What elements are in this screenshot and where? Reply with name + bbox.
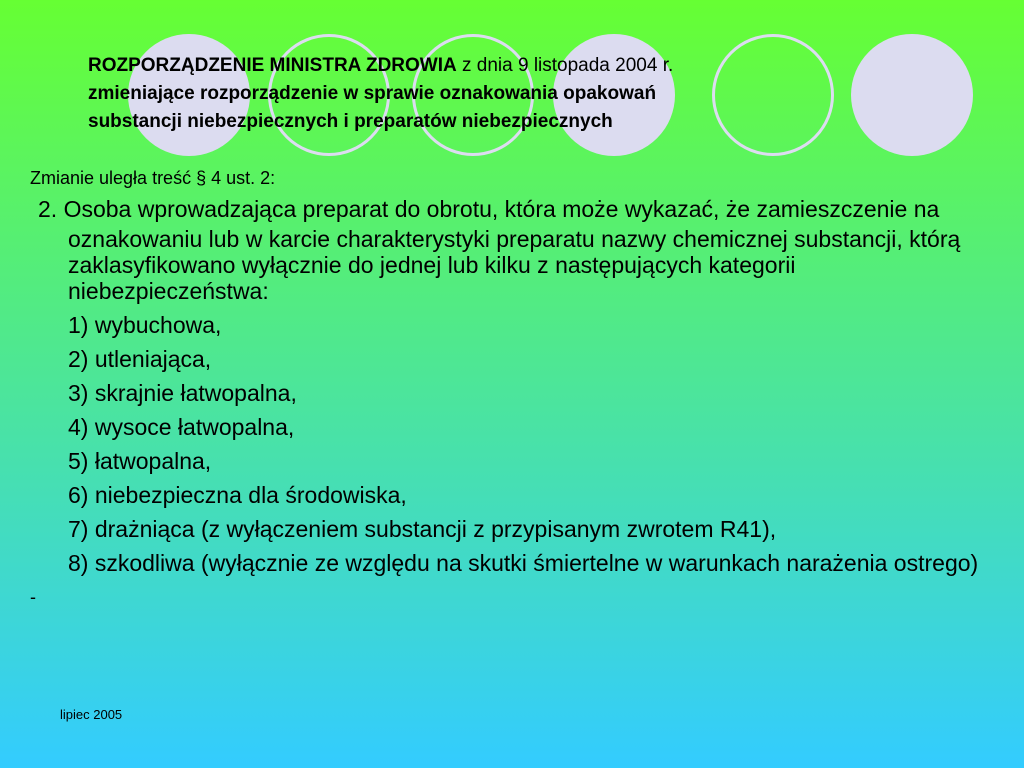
main-paragraph [30, 196, 1000, 304]
category-list [30, 312, 1000, 576]
list-item: 6) niebezpieczna dla środowiska, [68, 482, 407, 508]
title-date-part: z dnia 9 listopada 2004 r. [456, 55, 674, 76]
content-body [30, 196, 1000, 610]
subheading: Zmianie uległa treść § 4 ust. 2: [30, 168, 276, 188]
list-item: 3) skrajnie łatwopalna, [68, 380, 297, 406]
open-quote [30, 200, 38, 226]
title-bold-part: ROZPORZĄDZENIE MINISTRA ZDROWIA [88, 55, 457, 76]
list-item: 5) łatwopalna, [68, 448, 212, 474]
list-item: 2) utleniająca, [68, 346, 212, 372]
paragraph-text: 2. Osoba wprowadzająca preparat do obrotu, która może wykazać, że zamieszczenie na oznakowaniu lub w karcie charakterystyki preparatu nazwy chemicznej substancji, którą zaklasyfikowano wyłącznie do jednej lub kilku z następujących kategorii niebezpieczeństwa: [38, 196, 961, 304]
list-item: 1) wybuchowa, [68, 312, 222, 338]
trailing-dash: - [30, 587, 36, 607]
list-item: 7) drażniąca (z wyłączeniem substancji z przypisanym zwrotem R41), [68, 516, 777, 542]
slide-title [88, 52, 848, 136]
title-line-3: substancji niebezpiecznych i preparatów niebezpiecznych [88, 111, 613, 132]
title-line-2: zmieniające rozporządzenie w sprawie oznakowania opakowań [88, 83, 657, 104]
list-item: 4) wysoce łatwopalna, [68, 414, 295, 440]
title-line-1 [88, 52, 848, 80]
footer-date: lipiec 2005 [60, 707, 123, 722]
circle-shape [851, 34, 973, 156]
list-item: 8) szkodliwa (wyłącznie ze względu na skutki śmiertelne w warunkach narażenia ostrego) [68, 550, 979, 576]
